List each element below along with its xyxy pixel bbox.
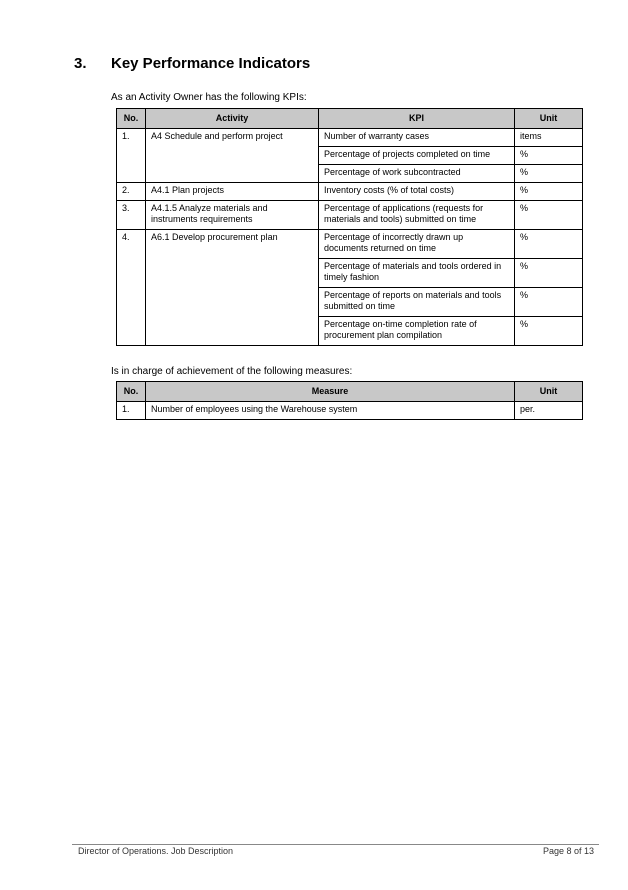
header-no: No. (117, 382, 146, 402)
kpi-unit: items (515, 129, 583, 147)
header-no: No. (117, 109, 146, 129)
kpi-activity: A4 Schedule and perform project (146, 129, 319, 183)
kpi-name: Percentage of work subcontracted (319, 165, 515, 183)
measures-table-header (117, 382, 583, 402)
kpi-no: 3. (117, 201, 146, 230)
kpi-table (116, 108, 583, 346)
header-kpi: KPI (319, 109, 515, 129)
kpi-unit: % (515, 165, 583, 183)
table-row (117, 183, 583, 201)
kpi-unit: % (515, 230, 583, 259)
section-title: Key Performance Indicators (111, 55, 311, 72)
table-row (117, 201, 583, 230)
kpi-no: 4. (117, 230, 146, 346)
table-row (117, 129, 583, 147)
kpi-activity: A4.1.5 Analyze materials and instruments requirements (146, 201, 319, 230)
kpi-name: Percentage of materials and tools ordered in timely fashion (319, 259, 515, 288)
header-unit: Unit (515, 382, 583, 402)
kpi-no: 1. (117, 129, 146, 183)
kpi-table-header (117, 109, 583, 129)
kpi-name: Percentage of projects completed on time (319, 147, 515, 165)
kpi-unit: % (515, 288, 583, 317)
measure-no: 1. (117, 402, 146, 420)
kpi-unit: % (515, 183, 583, 201)
kpi-activity: A6.1 Develop procurement plan (146, 230, 319, 346)
table-row (117, 402, 583, 420)
header-measure: Measure (146, 382, 515, 402)
kpi-unit: % (515, 147, 583, 165)
kpi-name: Percentage of incorrectly drawn up documents returned on time (319, 230, 515, 259)
kpi-unit: % (515, 317, 583, 346)
footer-document-title: Director of Operations. Job Description (78, 846, 234, 856)
measures-intro: Is in charge of achievement of the following measures: (111, 366, 353, 377)
footer-page-number: Page 8 of 13 (542, 846, 594, 856)
table-row (117, 230, 583, 259)
kpi-activity: A4.1 Plan projects (146, 183, 319, 201)
section-number: 3. (74, 55, 87, 72)
kpi-name: Number of warranty cases (319, 129, 515, 147)
kpi-name: Inventory costs (% of total costs) (319, 183, 515, 201)
footer-divider (72, 844, 599, 845)
kpi-name: Percentage of applications (requests for materials and tools) submitted on time (319, 201, 515, 230)
kpi-no: 2. (117, 183, 146, 201)
kpi-unit: % (515, 259, 583, 288)
kpi-intro: As an Activity Owner has the following KPIs: (111, 92, 307, 103)
section-heading (74, 55, 310, 72)
kpi-name: Percentage on-time completion rate of procurement plan compilation (319, 317, 515, 346)
header-activity: Activity (146, 109, 319, 129)
kpi-name: Percentage of reports on materials and tools submitted on time (319, 288, 515, 317)
measures-table (116, 381, 583, 420)
kpi-unit: % (515, 201, 583, 230)
header-unit: Unit (515, 109, 583, 129)
measure-unit: per. (515, 402, 583, 420)
measure-name: Number of employees using the Warehouse system (146, 402, 515, 420)
